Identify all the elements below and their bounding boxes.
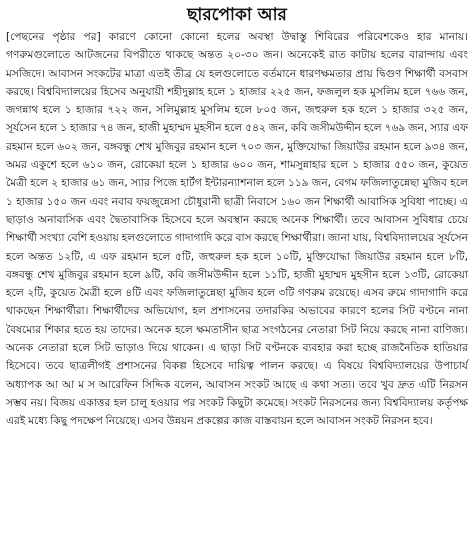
news-article bbox=[6, 4, 468, 431]
continued-from-previous-page-tag: [পেছনের পৃষ্ঠার পর] bbox=[6, 31, 101, 43]
article-headline: ছারপোকা আর bbox=[187, 5, 287, 25]
article-body-text: কারণে কোনো কোনো হলের অবস্থা উদ্বাস্তু শিবিরের পরিবেশকেও হার মানায়। গণরুমগুলোতে আটজনের বিপরীতে থাকছে অন্তত ২০-৩০ জন। অনেকেই রাত কাটায় হলের বারান্দায় এবং মসজিদে। আবাসন সংকটের মাত্রা এতই তীব্র যে হলগুলোতে বর্তমানে ধারণক্ষমতার প্রায় দ্বিগুণ শিক্ষার্থী বসবাস করছে। বিশ্ববিদ্যালয়ের হিসেব অনুযায়ী শহীদুল্লাহ হলে ১ হাজার ২২৫ জন, ফজলুল হক মুসলিম হলে ৭৬৬ জন, জগন্নাথ হলে ১ হাজার ৭২২ জন, সলিমুল্লাহ মুসলিম হলে ৮০৫ জন, জহুরুল হক হলে ১ হাজার ৩২৫ জন, সূর্যসেন হলে ১ হাজার ৭৪ জন, হাজী মুহাম্মদ মুহসীন হলে ৫৪২ জন, কবি জসীমউদ্দীন হলে ৭৬৯ জন, স্যার এফ রহমান হলে ৬০২ জন, বঙ্গবন্ধু শেখ মুজিবুর রহমান হলে ৭০৩ জন, মুক্তিযোদ্ধা জিয়াউর রহমান হলে ৯৩৪ জন, অমর একুশে হলে ৬১০ জন, রোকেয়া হলে ১ হাজার ৬০০ জন, শামসুন্নাহার হলে ১ হাজার ৫৫০ জন, কুয়েত মৈত্রী হলে ২ হাজার ৬১ জন, স্যার পিজে হার্টগ ইন্টারন্যাশনাল হলে ১১৯ জন, বেগম ফজিলাতুন্নেছা মুজিব হলে ১ হাজার ১৫০ জন এবং নবাব ফয়জুন্নেসা চৌধুরানী ছাত্রী নিবাসে ১৬০ জন শিক্ষার্থী আবাসিক সুবিধা পাচ্ছে। এ ছাড়াও অনাবাসিক এবং দ্বৈতাবাসিক হিসেবে হলে অবস্থান করছে অনেক শিক্ষার্থী। তবে আবাসন সুবিধার চেয়ে শিক্ষার্থী সংখ্যা বেশি হওয়ায় হলগুলোতে গাদাগাদি করে বাস করছে শিক্ষার্থীরা। জানা যায়, বিশ্ববিদ্যালয়ের সূর্যসেন হলে অন্তত ১২টি, এ এফ রহমান হলে ৫টি, জহুরুল হক হলে ১০টি, মুক্তিযোদ্ধা জিয়াউর রহমান হলে ৮টি, বঙ্গবন্ধু শেখ মুজিবুর রহমান হলে ৯টি, কবি জসীমউদ্দীন হলে ১১টি, হাজী মুহাম্মদ মুহসীন হলে ১৩টি, রোকেয়া হলে ২টি, কুয়েত মৈত্রী হলে ৪টি এবং ফজিলাতুন্নেছা মুজিব হলে ৩টি গণরুম রয়েছে। এসব রুমে গাদাগাদি করে থাকছেন শিক্ষার্থীরা। শিক্ষার্থীদের অভিযোগ, হল প্রশাসনের তদারকির অভাবের কারণে হলের সিট বণ্টনে নানা বৈষম্যের শিকার হতে হয় তাদের। অনেক হলে ক্ষমতাসীন ছাত্র সংগঠনের নেতারা সিট নিয়ে করছে নানা বাণিজ্য। অনেক নেতারা হলে সিট ভাড়াও দিয়ে থাকেন। এ ছাড়া সিট বণ্টনকে ব্যবহার করা হচ্ছে রাজনৈতিক হাতিয়ার হিসেবে। তবে ছাত্রলীগই প্রশাসনের বিকল্প হিসেবে দায়িত্ব পালন করছে। এ বিষয়ে বিশ্ববিদ্যালয়ের উপাচার্য অধ্যাপক আ আ ম স আরেফিন সিদ্দিক বলেন, আবাসন সংকট আছে এ কথা সত্য। তবে খুব দ্রুত এটি নিরসন সম্ভব নয়। বিজয় একাত্তর হল চালু হওয়ার পর সংকট কিছুটা কমেছে। সংকট নিরসনের জন্য বিশ্ববিদ্যালয় কর্তৃপক্ষ এরই মধ্যে কিছু পদক্ষেপ নিয়েছে। এসব উন্নয়ন প্রকল্পের কাজ বাস্তবায়ন হলে আবাসন সংকট নিরসন হবে। bbox=[6, 31, 468, 428]
article-body bbox=[6, 28, 468, 431]
